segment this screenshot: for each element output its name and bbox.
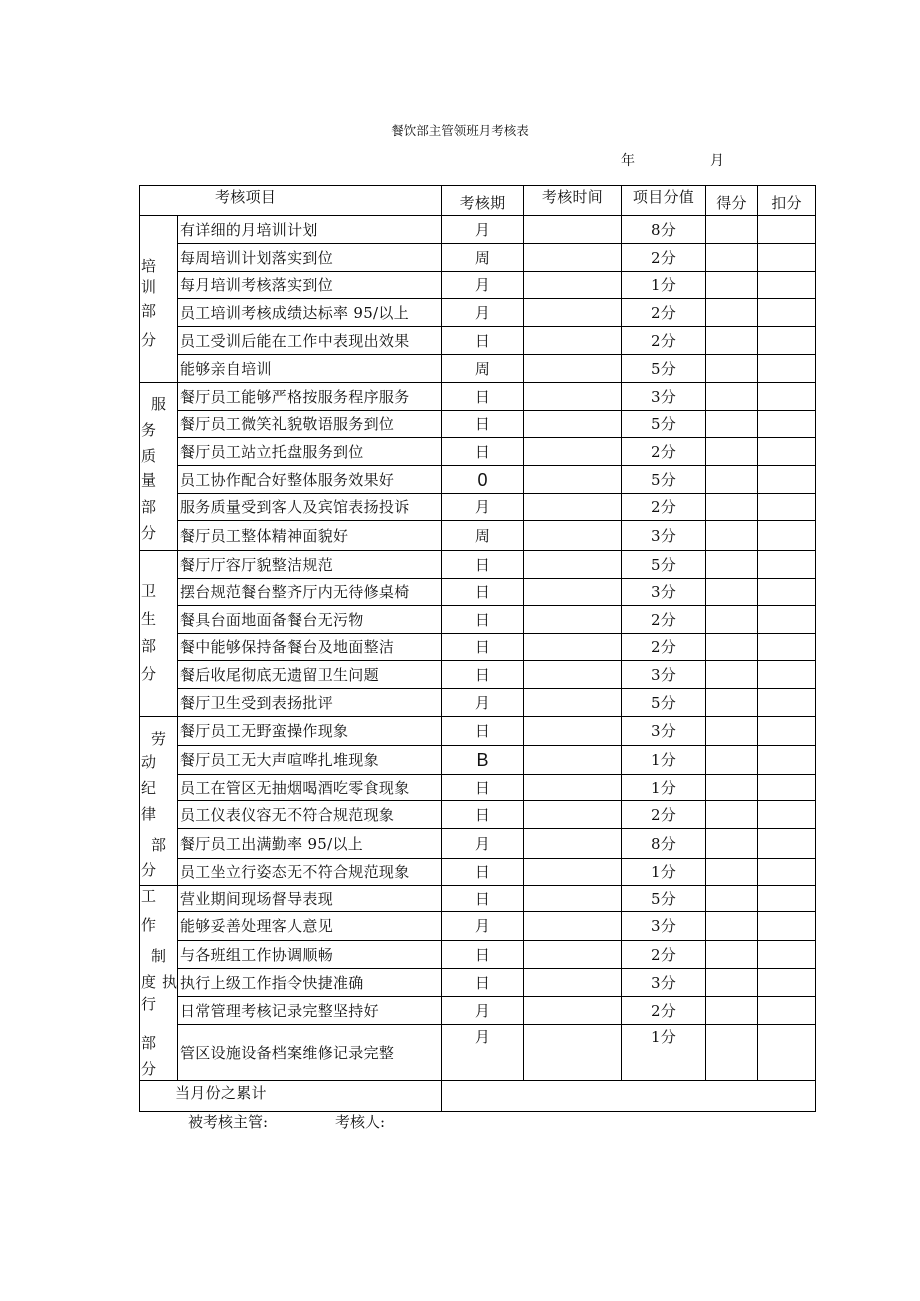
assessment-period: B: [442, 746, 524, 775]
category-char: 训: [141, 278, 157, 296]
assessment-item-name: 餐厅员工站立托盘服务到位: [178, 438, 442, 466]
header-item: 考核项目: [140, 186, 442, 216]
item-points-value: 2分: [622, 438, 706, 466]
deducted-score-cell: [758, 829, 816, 859]
category-char: 制: [151, 947, 167, 965]
item-points-value: 2分: [622, 941, 706, 969]
assessment-item-name: 员工仪表仪容无不符合规范现象: [178, 801, 442, 829]
earned-score-cell: [706, 355, 758, 383]
assessment-period: 日: [442, 579, 524, 606]
header-time: 考核时间: [524, 186, 622, 216]
category-char: 分: [141, 331, 157, 349]
assessment-time-cell: [524, 438, 622, 466]
item-points-value: 3分: [622, 969, 706, 997]
deducted-score-cell: [758, 355, 816, 383]
table-row: [140, 551, 816, 579]
earned-score-cell: [706, 383, 758, 411]
table-row: [140, 661, 816, 689]
item-points-value: 3分: [622, 521, 706, 551]
category-char: 量: [141, 471, 157, 489]
item-points-value: 2分: [622, 801, 706, 829]
month-label: 月: [710, 153, 724, 169]
table-row: [140, 272, 816, 299]
assessment-period: 月: [442, 912, 524, 941]
assessment-item-name: 能够妥善处理客人意见: [178, 912, 442, 941]
deducted-score-cell: [758, 775, 816, 801]
assessment-time-cell: [524, 634, 622, 661]
assessment-period: 日: [442, 886, 524, 912]
category-char: 生: [141, 610, 157, 628]
deducted-score-cell: [758, 969, 816, 997]
assessment-item-name: 每周培训计划落实到位: [178, 244, 442, 272]
table-row: [140, 1025, 816, 1081]
deducted-score-cell: [758, 551, 816, 579]
category-char: 部: [141, 1034, 157, 1052]
assessment-time-cell: [524, 411, 622, 438]
assessment-time-cell: [524, 299, 622, 327]
assessment-time-cell: [524, 466, 622, 494]
deducted-score-cell: [758, 746, 816, 775]
assessment-item-name: 员工坐立行姿态无不符合规范现象: [178, 859, 442, 886]
earned-score-cell: [706, 272, 758, 299]
earned-score-cell: [706, 634, 758, 661]
table-row: [140, 216, 816, 244]
item-points-value: 1分: [622, 272, 706, 299]
assessment-time-cell: [524, 579, 622, 606]
assessment-period: 月: [442, 216, 524, 244]
assessment-time-cell: [524, 327, 622, 355]
year-label: 年: [621, 153, 635, 169]
assessment-time-cell: [524, 244, 622, 272]
table-row: [140, 859, 816, 886]
assessment-item-name: 餐厅员工出满勤率 95/以上: [178, 829, 442, 859]
deducted-score-cell: [758, 466, 816, 494]
table-row: [140, 355, 816, 383]
earned-score-cell: [706, 859, 758, 886]
table-row: [140, 327, 816, 355]
assessment-time-cell: [524, 969, 622, 997]
table-row: [140, 997, 816, 1025]
category-char: 律: [141, 805, 157, 823]
deducted-score-cell: [758, 1025, 816, 1081]
assessment-time-cell: [524, 886, 622, 912]
deducted-score-cell: [758, 912, 816, 941]
header-earned: 得分: [706, 186, 758, 216]
deducted-score-cell: [758, 997, 816, 1025]
table-row: [140, 579, 816, 606]
item-points-value: 2分: [622, 634, 706, 661]
earned-score-cell: [706, 969, 758, 997]
earned-score-cell: [706, 244, 758, 272]
assessment-time-cell: [524, 912, 622, 941]
assessment-item-name: 员工培训考核成绩达标率 95/以上: [178, 299, 442, 327]
item-points-value: 8分: [622, 216, 706, 244]
assessment-time-cell: [524, 746, 622, 775]
assessment-item-name: 餐厅员工无野蛮操作现象: [178, 717, 442, 746]
item-points-value: 1分: [622, 1025, 706, 1081]
assessment-time-cell: [524, 801, 622, 829]
table-row: [140, 912, 816, 941]
table-row: [140, 494, 816, 521]
assessment-item-name: 员工协作配合好整体服务效果好: [178, 466, 442, 494]
earned-score-cell: [706, 941, 758, 969]
assessment-time-cell: [524, 272, 622, 299]
assessment-time-cell: [524, 521, 622, 551]
earned-score-cell: [706, 997, 758, 1025]
earned-score-cell: [706, 438, 758, 466]
table-row: [140, 886, 816, 912]
earned-score-cell: [706, 411, 758, 438]
category-char: 分: [141, 1060, 157, 1078]
item-points-value: 5分: [622, 689, 706, 717]
deducted-score-cell: [758, 634, 816, 661]
assessment-item-name: 餐厅厅容厅貌整洁规范: [178, 551, 442, 579]
category-char: 执: [162, 973, 178, 991]
table-row: [140, 801, 816, 829]
assessment-item-name: 餐中能够保持备餐台及地面整洁: [178, 634, 442, 661]
item-points-value: 1分: [622, 775, 706, 801]
table-row: [140, 829, 816, 859]
category-char: 培: [141, 257, 157, 275]
item-points-value: 2分: [622, 997, 706, 1025]
earned-score-cell: [706, 746, 758, 775]
item-points-value: 3分: [622, 579, 706, 606]
assessment-item-name: 员工受训后能在工作中表现出效果: [178, 327, 442, 355]
section-category-cell: [140, 216, 178, 383]
table-row: [140, 941, 816, 969]
assessment-period: 日: [442, 941, 524, 969]
item-points-value: 3分: [622, 661, 706, 689]
table-row: [140, 689, 816, 717]
deducted-score-cell: [758, 383, 816, 411]
earned-score-cell: [706, 606, 758, 634]
item-points-value: 2分: [622, 299, 706, 327]
deducted-score-cell: [758, 689, 816, 717]
deducted-score-cell: [758, 299, 816, 327]
item-points-value: 2分: [622, 606, 706, 634]
assessment-time-cell: [524, 383, 622, 411]
earned-score-cell: [706, 299, 758, 327]
assessment-time-cell: [524, 829, 622, 859]
assessment-period: 日: [442, 969, 524, 997]
assessment-item-name: 服务质量受到客人及宾馆表扬投诉: [178, 494, 442, 521]
assessment-item-name: 餐厅员工能够严格按服务程序服务: [178, 383, 442, 411]
assessment-time-cell: [524, 717, 622, 746]
item-points-value: 2分: [622, 494, 706, 521]
assessment-time-cell: [524, 859, 622, 886]
category-char: 务: [141, 421, 157, 439]
assessment-time-cell: [524, 355, 622, 383]
assessment-item-name: 能够亲自培训: [178, 355, 442, 383]
table-row: [140, 299, 816, 327]
assessment-item-name: 日常管理考核记录完整坚持好: [178, 997, 442, 1025]
assessment-period: 日: [442, 606, 524, 634]
category-char: 作: [141, 916, 157, 934]
assessment-period: 日: [442, 859, 524, 886]
assessor-signature-label: 考核人:: [335, 1113, 386, 1131]
assessment-time-cell: [524, 1025, 622, 1081]
assessment-time-cell: [524, 551, 622, 579]
earned-score-cell: [706, 466, 758, 494]
item-points-value: 2分: [622, 244, 706, 272]
table-row: [140, 775, 816, 801]
assessment-time-cell: [524, 997, 622, 1025]
category-char: 工: [141, 887, 157, 905]
assessment-item-name: 摆台规范餐台整齐厅内无待修桌椅: [178, 579, 442, 606]
earned-score-cell: [706, 327, 758, 355]
category-char: 部: [141, 302, 157, 320]
deducted-score-cell: [758, 859, 816, 886]
section-category-cell: [140, 886, 178, 1081]
deducted-score-cell: [758, 438, 816, 466]
earned-score-cell: [706, 829, 758, 859]
header-row: [140, 186, 816, 216]
table-row: [140, 634, 816, 661]
header-period: 考核期: [442, 186, 524, 216]
assessment-period: 日: [442, 717, 524, 746]
assessment-time-cell: [524, 689, 622, 717]
item-points-value: 3分: [622, 717, 706, 746]
earned-score-cell: [706, 216, 758, 244]
earned-score-cell: [706, 689, 758, 717]
assessment-body: [140, 216, 816, 1081]
category-char: 部: [141, 637, 157, 655]
assessment-time-cell: [524, 216, 622, 244]
earned-score-cell: [706, 801, 758, 829]
item-points-value: 1分: [622, 859, 706, 886]
assessment-period: 月: [442, 829, 524, 859]
assessment-period: 0: [442, 466, 524, 494]
assessment-period: 日: [442, 327, 524, 355]
assessment-time-cell: [524, 941, 622, 969]
category-char: 纪: [141, 779, 157, 797]
assessment-period: 日: [442, 775, 524, 801]
item-points-value: 3分: [622, 912, 706, 941]
assessment-time-cell: [524, 775, 622, 801]
assessment-table: [139, 185, 816, 1112]
item-points-value: 2分: [622, 327, 706, 355]
item-points-value: 5分: [622, 886, 706, 912]
deducted-score-cell: [758, 801, 816, 829]
monthly-total-value-cell: [442, 1081, 816, 1112]
deducted-score-cell: [758, 941, 816, 969]
table-row: [140, 521, 816, 551]
assessment-time-cell: [524, 661, 622, 689]
assessment-item-name: 执行上级工作指令快捷准确: [178, 969, 442, 997]
deducted-score-cell: [758, 661, 816, 689]
category-char: 分: [141, 861, 157, 879]
assessment-item-name: 餐厅员工微笑礼貌敬语服务到位: [178, 411, 442, 438]
category-char: 部: [151, 836, 167, 854]
assessment-item-name: 员工在管区无抽烟喝酒吃零食现象: [178, 775, 442, 801]
assessment-time-cell: [524, 606, 622, 634]
deducted-score-cell: [758, 579, 816, 606]
assessment-period: 日: [442, 411, 524, 438]
item-points-value: 5分: [622, 551, 706, 579]
deducted-score-cell: [758, 886, 816, 912]
monthly-total-label: 当月份之累计: [140, 1081, 442, 1112]
category-char: 度: [141, 973, 157, 991]
assessment-item-name: 营业期间现场督导表现: [178, 886, 442, 912]
table-row: [140, 606, 816, 634]
assessment-period: 月: [442, 997, 524, 1025]
item-points-value: 1分: [622, 746, 706, 775]
assessment-period: 周: [442, 355, 524, 383]
assessment-item-name: 餐厅卫生受到表扬批评: [178, 689, 442, 717]
assessment-period: 日: [442, 634, 524, 661]
earned-score-cell: [706, 494, 758, 521]
earned-score-cell: [706, 886, 758, 912]
earned-score-cell: [706, 661, 758, 689]
section-category-cell: [140, 551, 178, 717]
assessment-period: 月: [442, 299, 524, 327]
total-row: [140, 1081, 816, 1112]
assessment-period: 日: [442, 551, 524, 579]
table-row: [140, 383, 816, 411]
assessment-table-wrapper: [139, 185, 816, 1112]
table-row: [140, 746, 816, 775]
assessment-item-name: 与各班组工作协调顺畅: [178, 941, 442, 969]
assessee-signature-label: 被考核主管:: [188, 1113, 269, 1131]
item-points-value: 8分: [622, 829, 706, 859]
assessment-period: 周: [442, 244, 524, 272]
category-char: 行: [141, 995, 157, 1013]
assessment-period: 月: [442, 494, 524, 521]
table-row: [140, 717, 816, 746]
category-char: 部: [141, 498, 157, 516]
deducted-score-cell: [758, 521, 816, 551]
earned-score-cell: [706, 551, 758, 579]
earned-score-cell: [706, 717, 758, 746]
assessment-time-cell: [524, 494, 622, 521]
item-points-value: 5分: [622, 466, 706, 494]
assessment-period: 日: [442, 438, 524, 466]
assessment-item-name: 餐具台面地面备餐台无污物: [178, 606, 442, 634]
earned-score-cell: [706, 521, 758, 551]
earned-score-cell: [706, 912, 758, 941]
category-char: 卫: [141, 582, 157, 600]
earned-score-cell: [706, 1025, 758, 1081]
assessment-item-name: 管区设施设备档案维修记录完整: [178, 1025, 442, 1081]
assessment-item-name: 餐厅员工整体精神面貌好: [178, 521, 442, 551]
deducted-score-cell: [758, 411, 816, 438]
table-row: [140, 244, 816, 272]
table-row: [140, 466, 816, 494]
section-category-cell: [140, 383, 178, 551]
assessment-item-name: 餐厅员工无大声喧哗扎堆现象: [178, 746, 442, 775]
assessment-period: 月: [442, 689, 524, 717]
assessment-period: 日: [442, 801, 524, 829]
deducted-score-cell: [758, 216, 816, 244]
earned-score-cell: [706, 775, 758, 801]
table-row: [140, 969, 816, 997]
document-title: 餐饮部主管领班月考核表: [391, 123, 529, 138]
item-points-value: 5分: [622, 355, 706, 383]
assessment-period: 日: [442, 661, 524, 689]
category-char: 质: [141, 447, 157, 465]
assessment-period: 日: [442, 383, 524, 411]
table-row: [140, 411, 816, 438]
category-char: 服: [151, 395, 167, 413]
item-points-value: 3分: [622, 383, 706, 411]
category-char: 劳: [151, 730, 167, 748]
category-char: 分: [141, 524, 157, 542]
section-category-cell: [140, 717, 178, 886]
assessment-item-name: 每月培训考核落实到位: [178, 272, 442, 299]
deducted-score-cell: [758, 244, 816, 272]
header-deducted: 扣分: [758, 186, 816, 216]
assessment-period: 月: [442, 1025, 524, 1081]
assessment-item-name: 餐后收尾彻底无遗留卫生问题: [178, 661, 442, 689]
deducted-score-cell: [758, 272, 816, 299]
category-char: 动: [141, 753, 157, 771]
deducted-score-cell: [758, 717, 816, 746]
category-char: 分: [141, 665, 157, 683]
header-points: 项目分值: [622, 186, 706, 216]
deducted-score-cell: [758, 327, 816, 355]
item-points-value: 5分: [622, 411, 706, 438]
deducted-score-cell: [758, 606, 816, 634]
earned-score-cell: [706, 579, 758, 606]
assessment-item-name: 有详细的月培训计划: [178, 216, 442, 244]
table-row: [140, 438, 816, 466]
assessment-period: 周: [442, 521, 524, 551]
deducted-score-cell: [758, 494, 816, 521]
assessment-period: 月: [442, 272, 524, 299]
